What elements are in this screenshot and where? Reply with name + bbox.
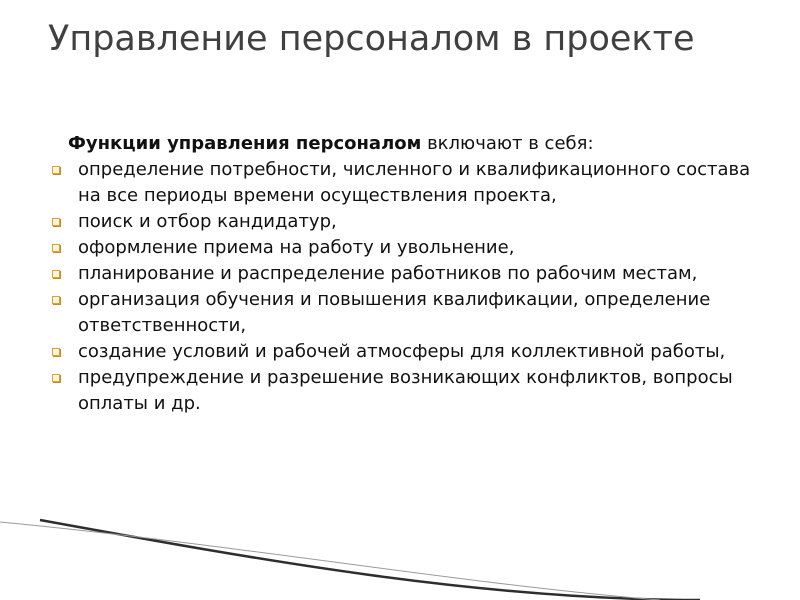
square-bullet-icon	[52, 348, 60, 356]
list-item	[52, 365, 772, 417]
list-item	[52, 261, 772, 287]
square-bullet-icon	[52, 270, 60, 278]
square-bullet-icon	[52, 218, 60, 226]
list-item	[52, 157, 772, 209]
list-item-text: предупреждение и разрешение возникающих конфликтов, вопросы оплаты и др.	[78, 367, 733, 414]
slide-content	[52, 131, 772, 417]
list-item-text: создание условий и рабочей атмосферы для коллективной работы,	[78, 341, 726, 362]
accent-curve-dark	[40, 520, 700, 600]
square-bullet-icon	[52, 166, 60, 174]
slide-title: Управление персоналом в проекте	[48, 19, 695, 59]
list-item	[52, 235, 772, 261]
accent-curve-light	[0, 522, 660, 600]
square-bullet-icon	[52, 296, 60, 304]
intro-bold-text: Функции управления персоналом	[68, 133, 422, 154]
intro-text	[68, 131, 772, 157]
intro-rest-text: включают в себя:	[421, 133, 594, 154]
list-item	[52, 287, 772, 339]
list-item	[52, 339, 772, 365]
list-item-text: определение потребности, численного и квалификационного состава на все периоды времени осуществления проекта,	[78, 159, 751, 206]
list-item-text: планирование и распределение работников по рабочим местам,	[78, 263, 698, 284]
square-bullet-icon	[52, 244, 60, 252]
list-item-text: поиск и отбор кандидатур,	[78, 211, 337, 232]
list-item-text: оформление приема на работу и увольнение,	[78, 237, 515, 258]
bullet-list	[52, 157, 772, 417]
list-item-text: организация обучения и повышения квалификации, определение ответственности,	[78, 289, 711, 336]
list-item	[52, 209, 772, 235]
square-bullet-icon	[52, 374, 60, 382]
